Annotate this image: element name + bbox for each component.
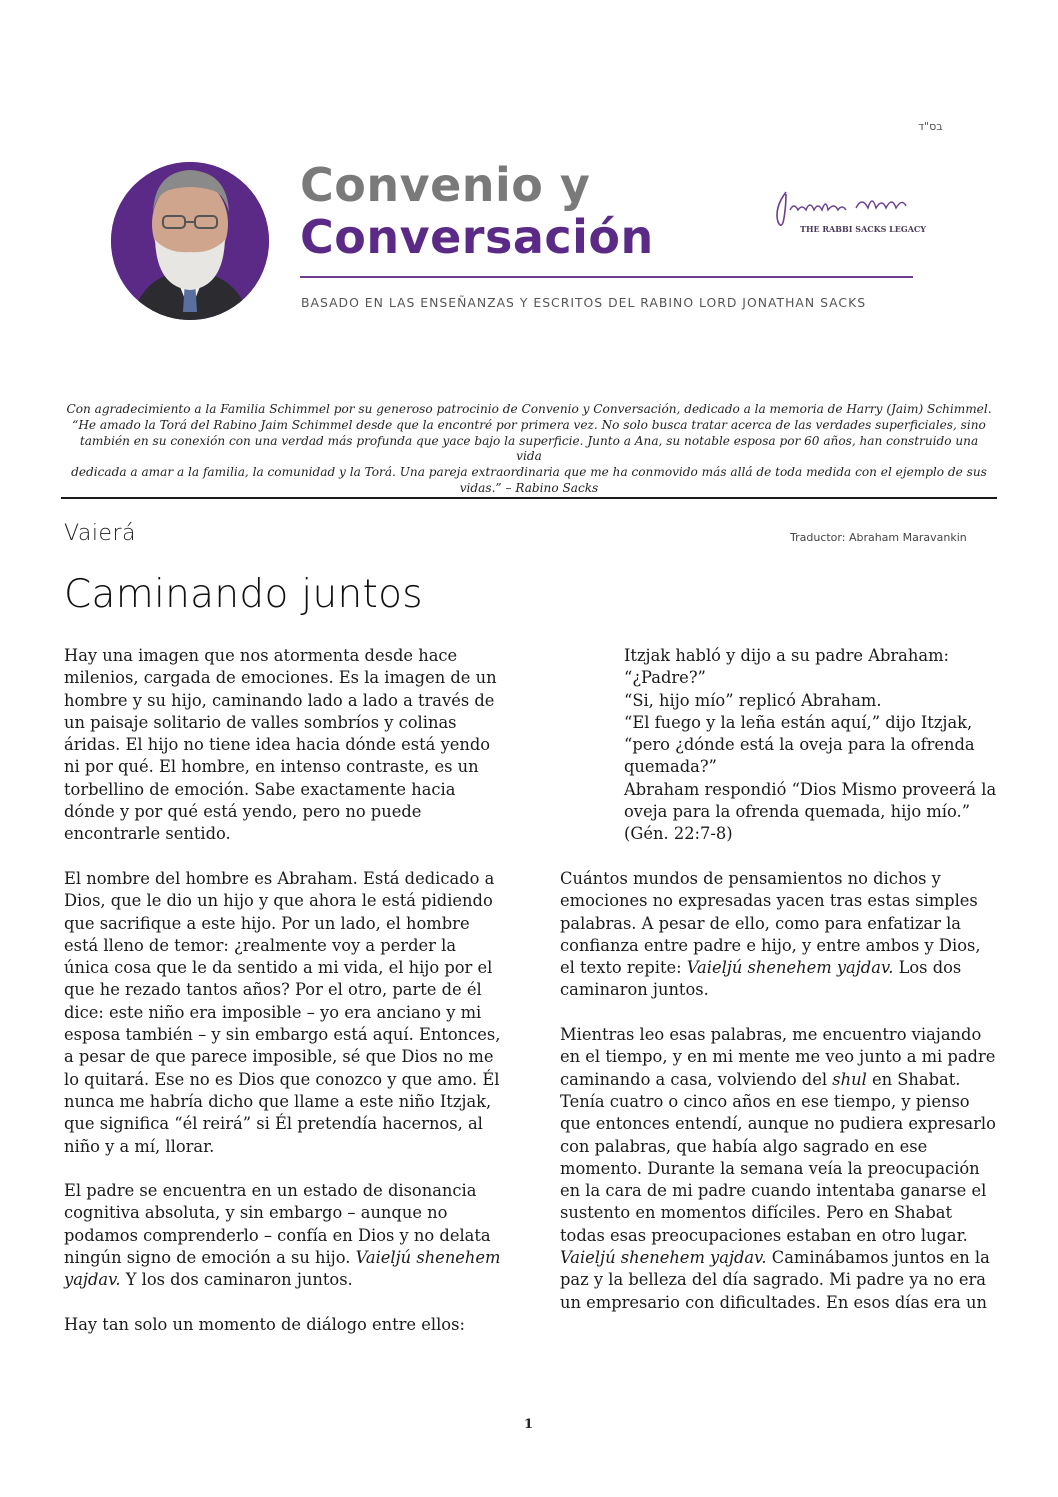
paragraph: El nombre del hombre es Abraham. Está dedicado a Dios, que le dio un hijo y que ahora le está pidiendo que sacrifique a este hijo. Por un lado, el hombre está lleno de temor: ¿realmente voy a perder la única cosa que le da sentido a mi vida, el hijo por el que he rezado tantos años? Por el otro, parte de él dice: este niño era imposible – yo era anciano y mi esposa también – y sin embargo está aquí. Entonces, a pesar de que parece imposible, sé que Dios no me lo quitará. Ese no es Dios que conozco y que amo. Él nunca me habría dicho que llame a este niño Itzjak, que significa “él reirá” si Él pretendía hacernos, al niño y a mí, llorar.	[64, 868, 501, 1156]
biblical-quote	[624, 645, 1000, 846]
section-divider	[61, 497, 997, 499]
quote-line: Abraham respondió “Dios Mismo proveerá la oveja para la ofrenda quemada, hijo mío.” (Gén. 22:7-8)	[624, 779, 997, 844]
hebrew-phrase: Vaieljú shenehem yajdav.	[64, 1248, 501, 1290]
series-title-line2: Conversación	[300, 210, 654, 264]
text-run: Mientras leo esas palabras, me encuentro viajando en el tiempo, y en mi mente me veo junto a mi padre caminando a casa, volviendo del	[560, 1025, 996, 1089]
hebrew-phrase: Vaieljú shenehem yajdav.	[560, 1248, 767, 1268]
text-run: Cuántos mundos de pensamientos no dichos y emociones no expresadas yacen tras estas simples palabras. A pesar de ello, como para enfatizar la confianza entre padre e hijo, y entre ambos y Dios, el texto repite:	[560, 868, 981, 978]
article-title: Caminando juntos	[64, 572, 423, 617]
paragraph	[560, 868, 1000, 1002]
paragraph	[560, 1024, 1000, 1314]
text-run: en Shabat. Tenía cuatro o cinco años en ese tiempo, y pienso que entonces entendí, aunque no pudiera expresarlo con palabras, que había algo sagrado en ese momento. Durante la semana veía la preocupación en la cara de mi padre cuando intentaba ganarse el sustento en momentos difíciles. Pero en Shabat todas esas preocupaciones estaban en otro lugar.	[560, 1069, 996, 1245]
series-subtitle: BASADO EN LAS ENSEÑANZAS Y ESCRITOS DEL RABINO LORD JONATHAN SACKS	[301, 295, 867, 310]
bsd-mark: בס"ד	[918, 120, 943, 133]
quote-line: “¿Padre?”	[624, 668, 706, 688]
quote-line: Itzjak habló y dijo a su padre Abraham:	[624, 646, 950, 665]
header-divider	[300, 276, 913, 278]
dedication-line: Con agradecimiento a la Familia Schimmel por su generoso patrocinio de Convenio y Conversación, dedicado a la memoria de Harry (Jaim) Schimmel.	[66, 402, 992, 416]
signature-icon	[772, 188, 912, 228]
hebrew-word: shul	[832, 1069, 867, 1089]
dedication-line: también en su conexión con una verdad más profunda que yace bajo la superficie. Junto a Ana, su notable esposa por 60 años, han construido una vida	[79, 433, 979, 464]
hebrew-phrase: Vaieljú shenehem yajdav.	[686, 958, 894, 978]
paragraph	[64, 1180, 504, 1291]
page-number: 1	[524, 1417, 534, 1432]
right-column	[560, 645, 1000, 1336]
series-title-line1: Convenio y	[300, 158, 591, 212]
rabbi-portrait	[111, 162, 269, 320]
text-run: Caminábamos juntos en la paz y la belleza del día sagrado. Mi padre ya no era un empresario con dificultades. En esos días era un	[560, 1248, 990, 1312]
text-run: Los dos caminaron juntos.	[560, 958, 962, 1000]
translator-credit: Traductor: Abraham Maravankin	[790, 531, 967, 544]
left-column	[64, 645, 504, 1359]
text-run: Y los dos caminaron juntos.	[120, 1270, 353, 1290]
dedication	[66, 402, 992, 497]
paragraph: Hay una imagen que nos atormenta desde hace milenios, cargada de emociones. Es la imagen de un hombre y su hijo, caminando lado a lado a través de un paisaje solitario de valles sombríos y colinas áridas. El hijo no tiene idea hacia dónde está yendo ni por qué. El hombre, en intenso contraste, es un torbellino de emoción. Sabe exactamente hacia dónde y por qué está yendo, pero no puede encontrarle sentido.	[64, 646, 497, 844]
quote-line: “El fuego y la leña están aquí,” dijo Itzjak, “pero ¿dónde está la oveja para la ofrenda quemada?”	[624, 712, 975, 777]
quote-line: “Si, hijo mío” replicó Abraham.	[624, 690, 882, 710]
portrait-illustration	[111, 162, 269, 320]
dedication-line: vidas.” – Rabino Sacks	[459, 480, 599, 495]
parsha-name: Vaierá	[64, 521, 136, 546]
paragraph: Hay tan solo un momento de diálogo entre ellos:	[64, 1314, 465, 1334]
dedication-line: dedicada a amar a la familia, la comunidad y la Torá. Una pareja extraordinaria que me ha conmovido más allá de toda medida con el ejemplo de sus	[71, 465, 987, 480]
dedication-line: “He amado la Torá del Rabino Jaim Schimmel desde que la encontré por primera vez. No solo busca tratar acerca de las verdades superficiales, sino	[72, 417, 986, 432]
text-run: El padre se encuentra en un estado de disonancia cognitiva absoluta, y sin embargo – aunque no podamos comprenderlo – confía en Dios y no delata ningún signo de emoción a su hijo.	[64, 1181, 491, 1268]
logo-tagline: THE RABBI SACKS LEGACY	[800, 224, 927, 234]
